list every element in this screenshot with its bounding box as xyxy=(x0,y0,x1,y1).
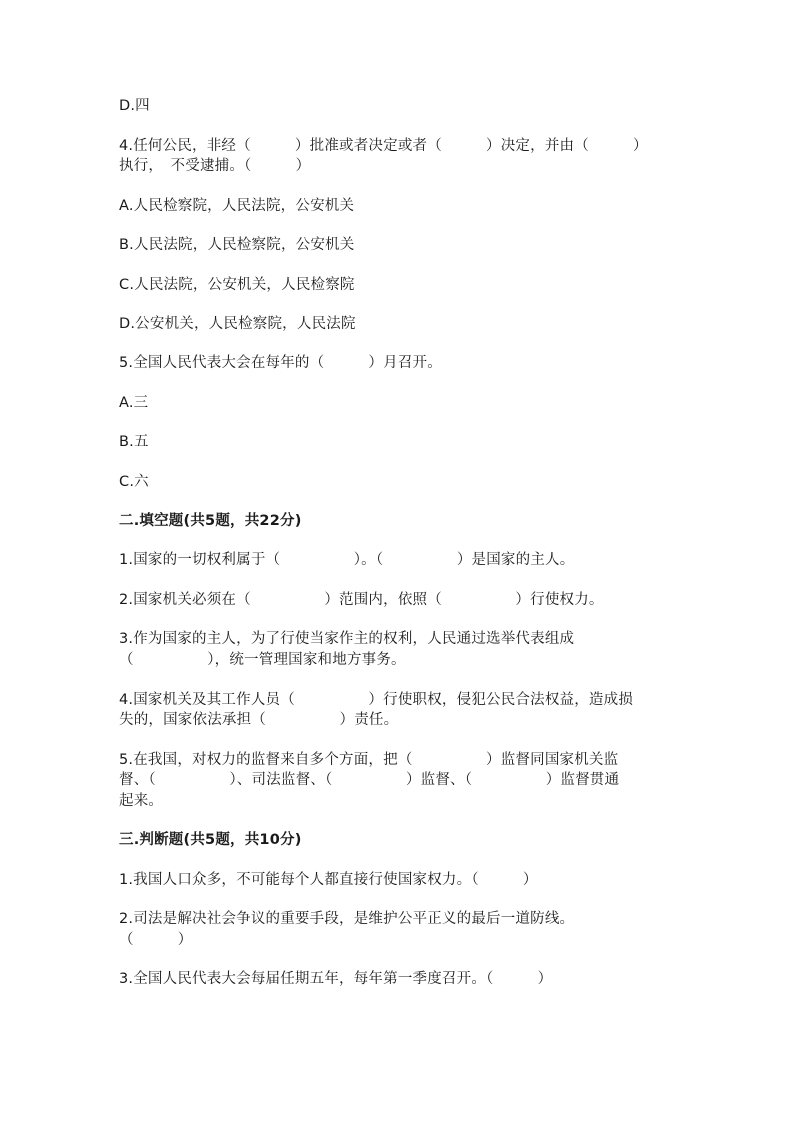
q4-option-d: D.公安机关，人民检察院，人民法院 xyxy=(119,316,356,332)
judge-q1: 1.我国人口众多，不可能每个人都直接行使国家权力。（ ） xyxy=(119,872,538,888)
q4-question-line2: 执行， 不受逮捕。（ ） xyxy=(119,158,311,174)
q5-question: 5.全国人民代表大会在每年的（ ）月召开。 xyxy=(119,355,442,371)
q4-question-line1: 4.任何公民，非经（ ）批准或者决定或者（ ）决定，并由（ ） xyxy=(119,138,648,154)
section-fill-blank-heading: 二.填空题(共5题，共22分) xyxy=(119,513,302,529)
fill-q2: 2.国家机关必须在（ ）范围内，依照（ ）行使权力。 xyxy=(119,592,604,608)
fill-q5-line2: 督、（ ）、司法监督、（ ）监督、（ ）监督贯通 xyxy=(119,772,620,788)
judge-q2-line2: （ ） xyxy=(119,932,193,948)
q5-option-a: A.三 xyxy=(119,395,149,411)
fill-q4-line1: 4.国家机关及其工作人员（ ）行使职权，侵犯公民合法权益，造成损 xyxy=(119,692,634,708)
q4-option-a: A.人民检察院，人民法院，公安机关 xyxy=(119,198,355,214)
fill-q5-line3: 起来。 xyxy=(119,793,164,809)
fill-q5-line1: 5.在我国，对权力的监督来自多个方面，把（ ）监督同国家机关监 xyxy=(119,752,619,768)
fill-q3-line2: （ ），统一管理国家和地方事务。 xyxy=(119,652,406,668)
q5-option-b: B.五 xyxy=(119,434,149,450)
judge-q2-line1: 2.司法是解决社会争议的重要手段，是维护公平正义的最后一道防线。 xyxy=(119,911,575,927)
q4-option-c: C.人民法院，公安机关，人民检察院 xyxy=(119,277,355,293)
section-judgement-heading: 三.判断题(共5题，共10分) xyxy=(119,832,302,848)
judge-q3: 3.全国人民代表大会每届任期五年，每年第一季度召开。（ ） xyxy=(119,971,553,987)
q5-option-c: C.六 xyxy=(119,474,149,490)
q3-option-d: D.四 xyxy=(119,98,150,114)
fill-q4-line2: 失的，国家依法承担（ ）责任。 xyxy=(119,712,399,728)
fill-q1: 1.国家的一切权利属于（ ）。（ ）是国家的主人。 xyxy=(119,552,575,568)
q4-option-b: B.人民法院，人民检察院，公安机关 xyxy=(119,237,355,253)
fill-q3-line1: 3.作为国家的主人，为了行使当家作主的权利，人民通过选举代表组成 xyxy=(119,631,575,647)
